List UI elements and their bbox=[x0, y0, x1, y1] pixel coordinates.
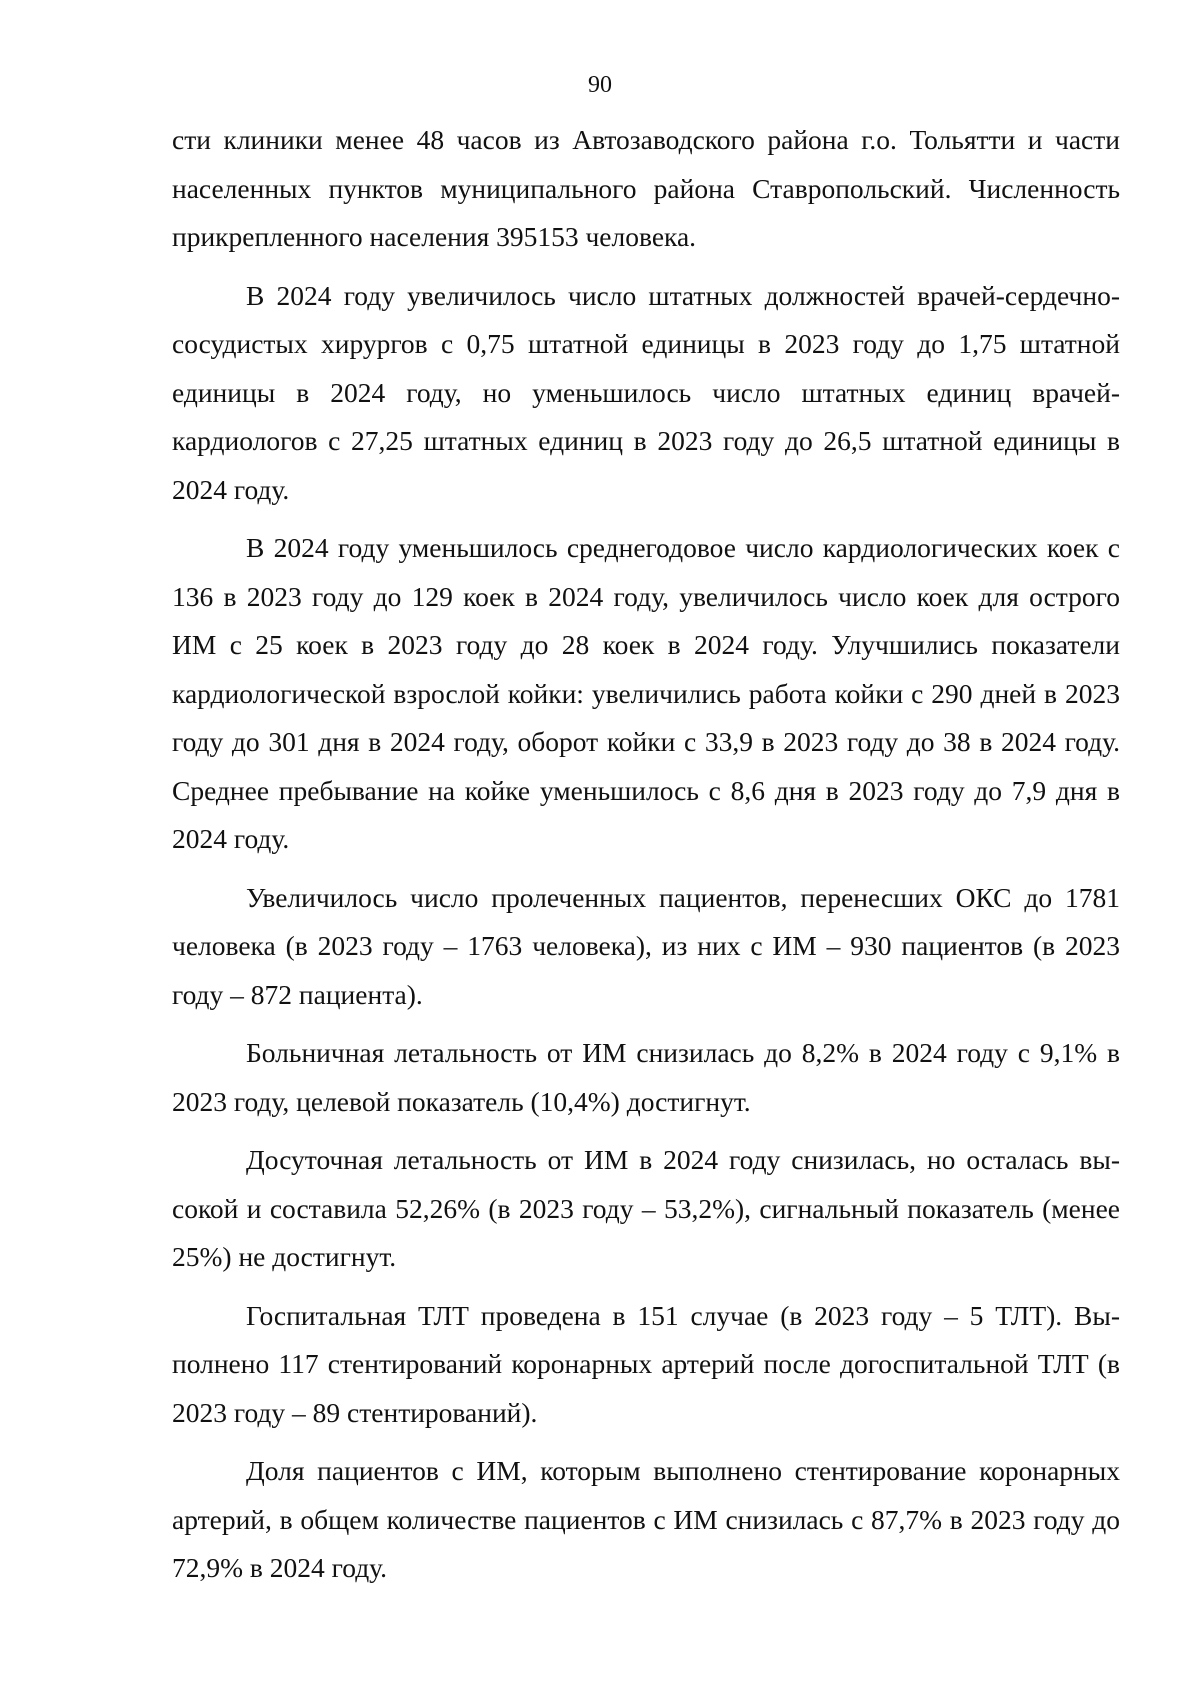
paragraph-daily-mortality: Досуточная летальность от ИМ в 2024 году снизилась, но осталась высокой и составила 52,26% (в 2023 году – 53,2%), сигнальный показатель (менее 25%) не достигнут. bbox=[172, 1144, 1120, 1272]
paragraph-treated-patients: Увеличилось число пролеченных пациентов, перенесших ОКС до 1781 человека (в 2023 году – 1763 человека), из них с ИМ – 930 пациентов (в 2023 году – 872 пациента). bbox=[172, 881, 1120, 1010]
paragraph-stenting-share: Доля пациентов с ИМ, которым выполнено стентирование коронарных артерий, в общем количестве пациентов с ИМ снизилась с 87,7% в 2023 году до 72,9% в 2024 году. bbox=[172, 1455, 1120, 1583]
paragraph-beds: В 2024 году уменьшилось среднегодовое число кардиологических коек с 136 в 2023 году до 129 коек в 2024 году, увеличилось число коек для острого ИМ с 25 коек в 2023 году до 28 коек в 2024 году. Улучшились показатели кардиологической взрослой койки: увеличились работа койки с 290 дней в 2023 году до 301 дня в 2024 году, оборот койки с 33,9 в 2023 году до 38 в 2024 году. Среднее пребывание на койке уменьшилось с 8,6 дня в 2023 году до 7,9 дня в 2024 году. bbox=[172, 532, 1120, 854]
paragraph-staffing: В 2024 году увеличилось число штатных должностей врачей-сердечно-сосудистых хирургов с 0,75 штатной единицы в 2023 году до 1,75 штатной единицы в 2024 году, но уменьшилось число штатных единиц врачей-кардиологов с 27,25 штатных единиц в 2023 году до 26,5 штатной единицы в 2024 году. bbox=[172, 279, 1120, 505]
paragraph-continuation: сти клиники менее 48 часов из Автозаводского района г.о. Тольятти и части населенных пунктов муниципального района Ставропольский. Численность прикрепленного населения 395153 человека. bbox=[172, 124, 1120, 252]
paragraph-thrombolysis: Госпитальная ТЛТ проведена в 151 случае (в 2023 году – 5 ТЛТ). Выполнено 117 стентирований коронарных артерий после догоспитальной ТЛТ (в 2023 году – 89 стентирований). bbox=[172, 1299, 1120, 1428]
document-body bbox=[172, 116, 1120, 1603]
paragraph-hospital-mortality: Больничная летальность от ИМ снизилась до 8,2% в 2024 году с 9,1% в 2023 году, целевой показатель (10,4%) достигнут. bbox=[172, 1037, 1120, 1117]
page-number: 90 bbox=[588, 72, 612, 98]
